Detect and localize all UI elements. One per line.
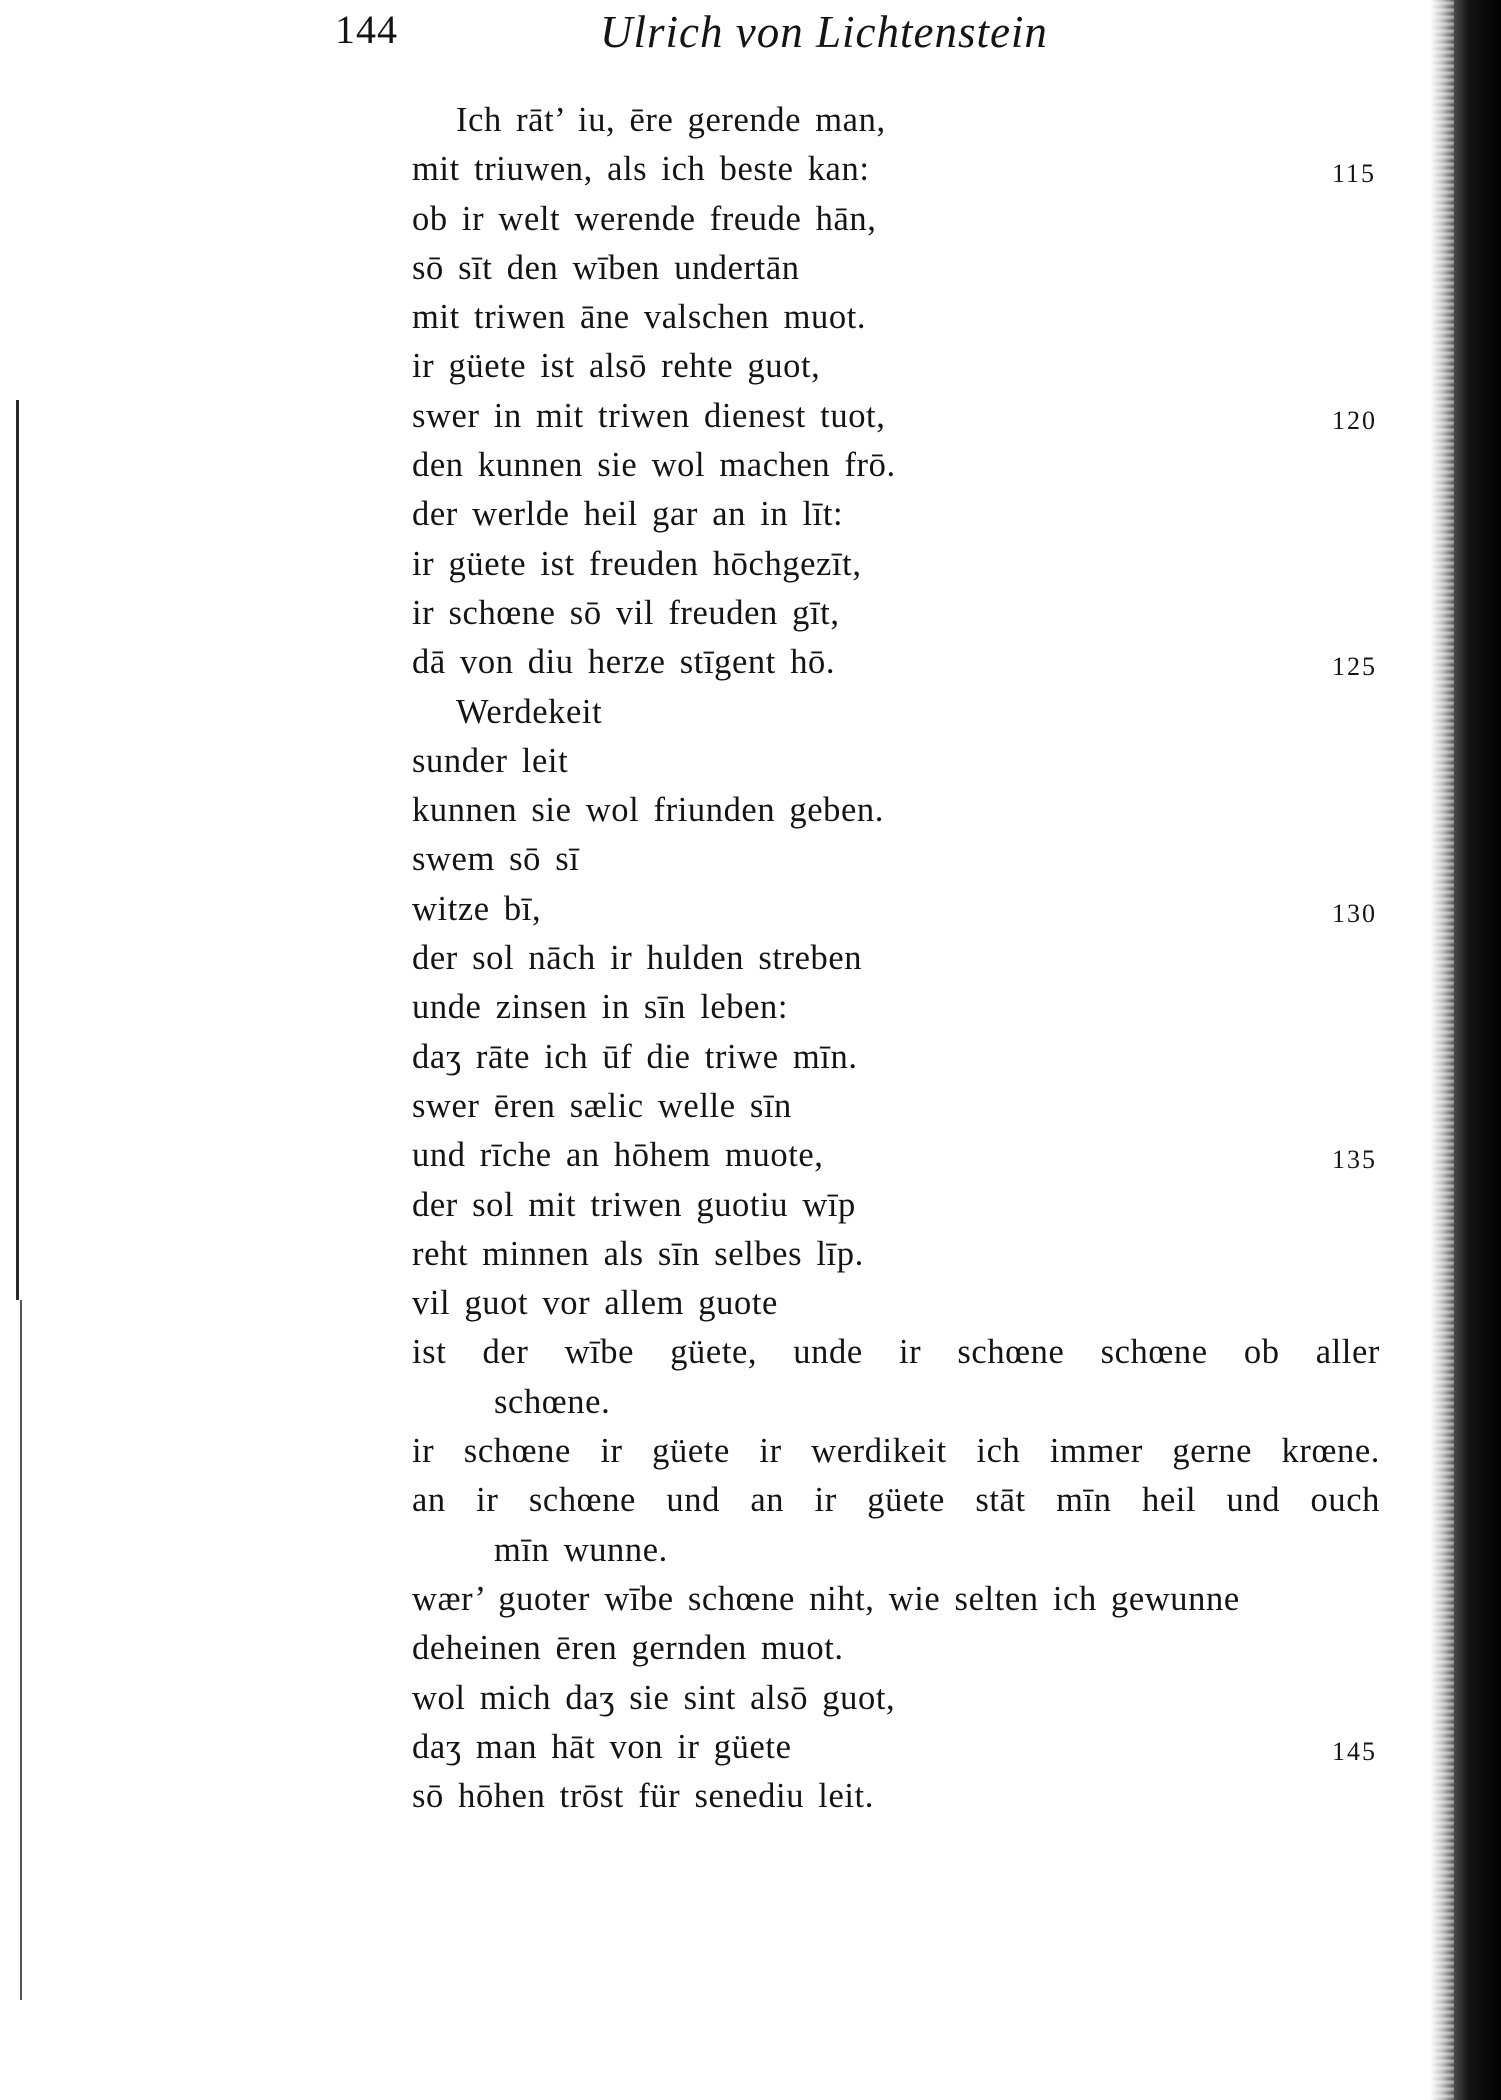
verse-line-text: reht minnen als sīn selbes līp. [412, 1234, 864, 1273]
verse-line [412, 688, 1392, 737]
scan-edge-right [1430, 0, 1501, 2100]
line-number: 130 [1332, 898, 1377, 928]
verse-line-text: vil guot vor allem guote [412, 1284, 778, 1323]
line-number: 145 [1332, 1736, 1377, 1766]
verse-line [412, 293, 1392, 342]
verse-line-text: deheinen ēren gernden muot. [412, 1629, 844, 1668]
verse-line-text: swer in mit triwen dienest tuot, [412, 396, 886, 435]
verse-line [412, 441, 1392, 490]
verse-line-text: sō sīt den wīben undertān [412, 248, 800, 287]
verse-line-text: ob ir welt werende freude hān, [412, 199, 877, 238]
verse-line [412, 1526, 1392, 1575]
verse-line-text: den kunnen sie wol machen frō. [412, 446, 896, 485]
verse-line [412, 1279, 1392, 1328]
line-number: 115 [1332, 159, 1377, 189]
verse-line-text: Werdekeit [456, 692, 603, 731]
verse-line [412, 1427, 1392, 1476]
verse-line-text: swer ēren sælic welle sīn [412, 1086, 792, 1125]
line-number: 120 [1332, 405, 1377, 435]
verse-line-text: der sol mit triwen guotiu wīp [412, 1185, 856, 1224]
verse-line [412, 342, 1392, 391]
verse-line-text: und rīche an hōhem muote, [412, 1136, 824, 1175]
verse-line [412, 96, 1392, 145]
verse-line-text: mit triuwen, als ich beste kan: [412, 150, 870, 189]
verse-line [412, 540, 1392, 589]
verse-line [412, 1674, 1392, 1723]
verse-line-text: sō hōhen trōst für senediu leit. [412, 1777, 874, 1816]
verse-line-text: wol mich daʒ sie sint alsō guot, [412, 1678, 896, 1717]
verse-line [412, 1131, 1392, 1180]
verse-line [412, 1378, 1392, 1427]
verse-line-text: ir schœne sō vil freuden gīt, [412, 593, 840, 632]
verse-line [412, 737, 1392, 786]
verse-line-text: daʒ rāte ich ūf die triwe mīn. [412, 1037, 858, 1076]
verse-line-text: daʒ man hāt von ir güete [412, 1727, 792, 1766]
verse-line [412, 589, 1392, 638]
page-header [335, 6, 1235, 66]
verse-line-text: ir schœne ir güete ir werdikeit ich immer gerne krœne. [412, 1432, 1380, 1471]
verse-line-text: der sol nāch ir hulden streben [412, 939, 863, 978]
verse-line-text: unde zinsen in sīn leben: [412, 988, 789, 1027]
running-title: Ulrich von Lichtenstein [600, 7, 1048, 57]
line-number: 135 [1332, 1145, 1377, 1175]
verse-line-text: ir güete ist alsō rehte guot, [412, 347, 821, 386]
verse-line [412, 1181, 1392, 1230]
verse-line [412, 1082, 1392, 1131]
verse-line [412, 786, 1392, 835]
verse-line [412, 1230, 1392, 1279]
verse-line [412, 1624, 1392, 1673]
verse-line-text: witze bī, [412, 889, 542, 928]
verse-line [412, 835, 1392, 884]
verse-line-text: der werlde heil gar an in līt: [412, 495, 844, 534]
verse-line-text: ir güete ist freuden hōchgezīt, [412, 544, 862, 583]
verse-line [412, 195, 1392, 244]
verse-line [412, 934, 1392, 983]
page-number: 144 [335, 7, 398, 52]
verse-line-text: sunder leit [412, 741, 569, 780]
verse-line-text: swem sō sī [412, 840, 580, 879]
verse-line [412, 145, 1392, 194]
verse-line-text: mīn wunne. [494, 1530, 668, 1569]
verse-line [412, 638, 1392, 687]
verse-line [412, 1575, 1392, 1624]
verse-line-text: kunnen sie wol friunden geben. [412, 791, 885, 830]
verse-line-text: dā von diu herze stīgent hō. [412, 643, 836, 682]
verse-line [412, 1772, 1392, 1821]
verse-line-text: ist der wībe güete, unde ir schœne schœne ob aller [412, 1333, 1380, 1372]
verse-line [412, 885, 1392, 934]
verse-line-text: wær’ guoter wībe schœne niht, wie selten ich gewunne [412, 1579, 1240, 1618]
verse-line [412, 983, 1392, 1032]
scan-edge-left [0, 0, 60, 2100]
verse-body [412, 96, 1392, 1821]
verse-line-text: an ir schœne und an ir güete stāt mīn heil und ouch [412, 1481, 1380, 1520]
verse-line [412, 1328, 1392, 1377]
verse-line-text: schœne. [494, 1382, 611, 1421]
verse-line [412, 1476, 1392, 1525]
verse-line [412, 1033, 1392, 1082]
verse-line [412, 244, 1392, 293]
line-number: 125 [1332, 652, 1377, 682]
verse-line [412, 1723, 1392, 1772]
verse-line [412, 490, 1392, 539]
verse-line [412, 392, 1392, 441]
verse-line-text: Ich rāt’ iu, ēre gerende man, [456, 101, 886, 139]
verse-line-text: mit triwen āne valschen muot. [412, 298, 867, 337]
